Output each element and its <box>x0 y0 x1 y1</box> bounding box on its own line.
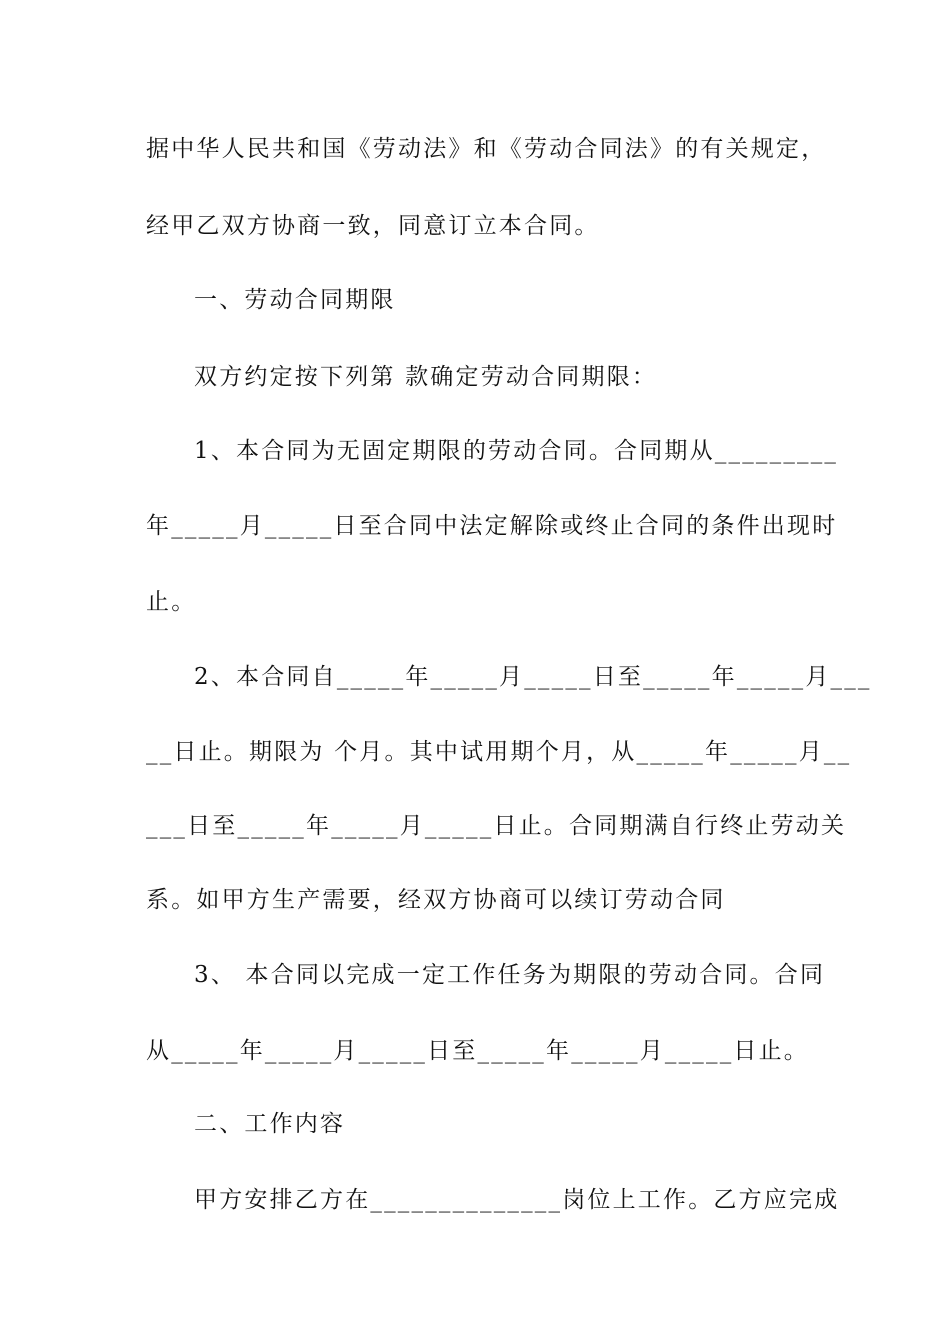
clause-2-line-1: 2、本合同自_____年_____月_____日至_____年_____月___ <box>194 664 872 690</box>
clause-1-line-1: 1、本合同为无固定期限的劳动合同。合同期从_________ <box>194 438 839 464</box>
clause-1-line-2: 年_____月_____日至合同中法定解除或终止合同的条件出现时 <box>146 513 838 539</box>
section-heading-2: 二、工作内容 <box>194 1111 346 1137</box>
paragraph-line-3: 双方约定按下列第 款确定劳动合同期限： <box>194 364 658 390</box>
clause-3-line-1: 3、 本合同以完成一定工作任务为期限的劳动合同。合同 <box>194 962 826 988</box>
clause-1-line-3: 止。 <box>146 589 197 615</box>
clause-2-line-4: 系。如甲方生产需要，经双方协商可以续订劳动合同 <box>146 887 726 913</box>
clause-3-line-2: 从_____年_____月_____日至_____年_____月_____日止。 <box>146 1038 809 1064</box>
paragraph-line-1: 据中华人民共和国《劳动法》和《劳动合同法》的有关规定， <box>146 136 827 162</box>
clause-2-line-3: ___日至_____年_____月_____日止。合同期满自行终止劳动关 <box>146 813 847 839</box>
section-heading-1: 一、劳动合同期限 <box>194 287 396 313</box>
paragraph-line-4: 甲方安排乙方在______________岗位上工作。乙方应完成 <box>194 1187 840 1213</box>
clause-2-line-2: __日止。期限为 个月。其中试用期个月，从_____年_____月__ <box>146 739 852 765</box>
paragraph-line-2: 经甲乙双方协商一致，同意订立本合同。 <box>146 213 600 239</box>
